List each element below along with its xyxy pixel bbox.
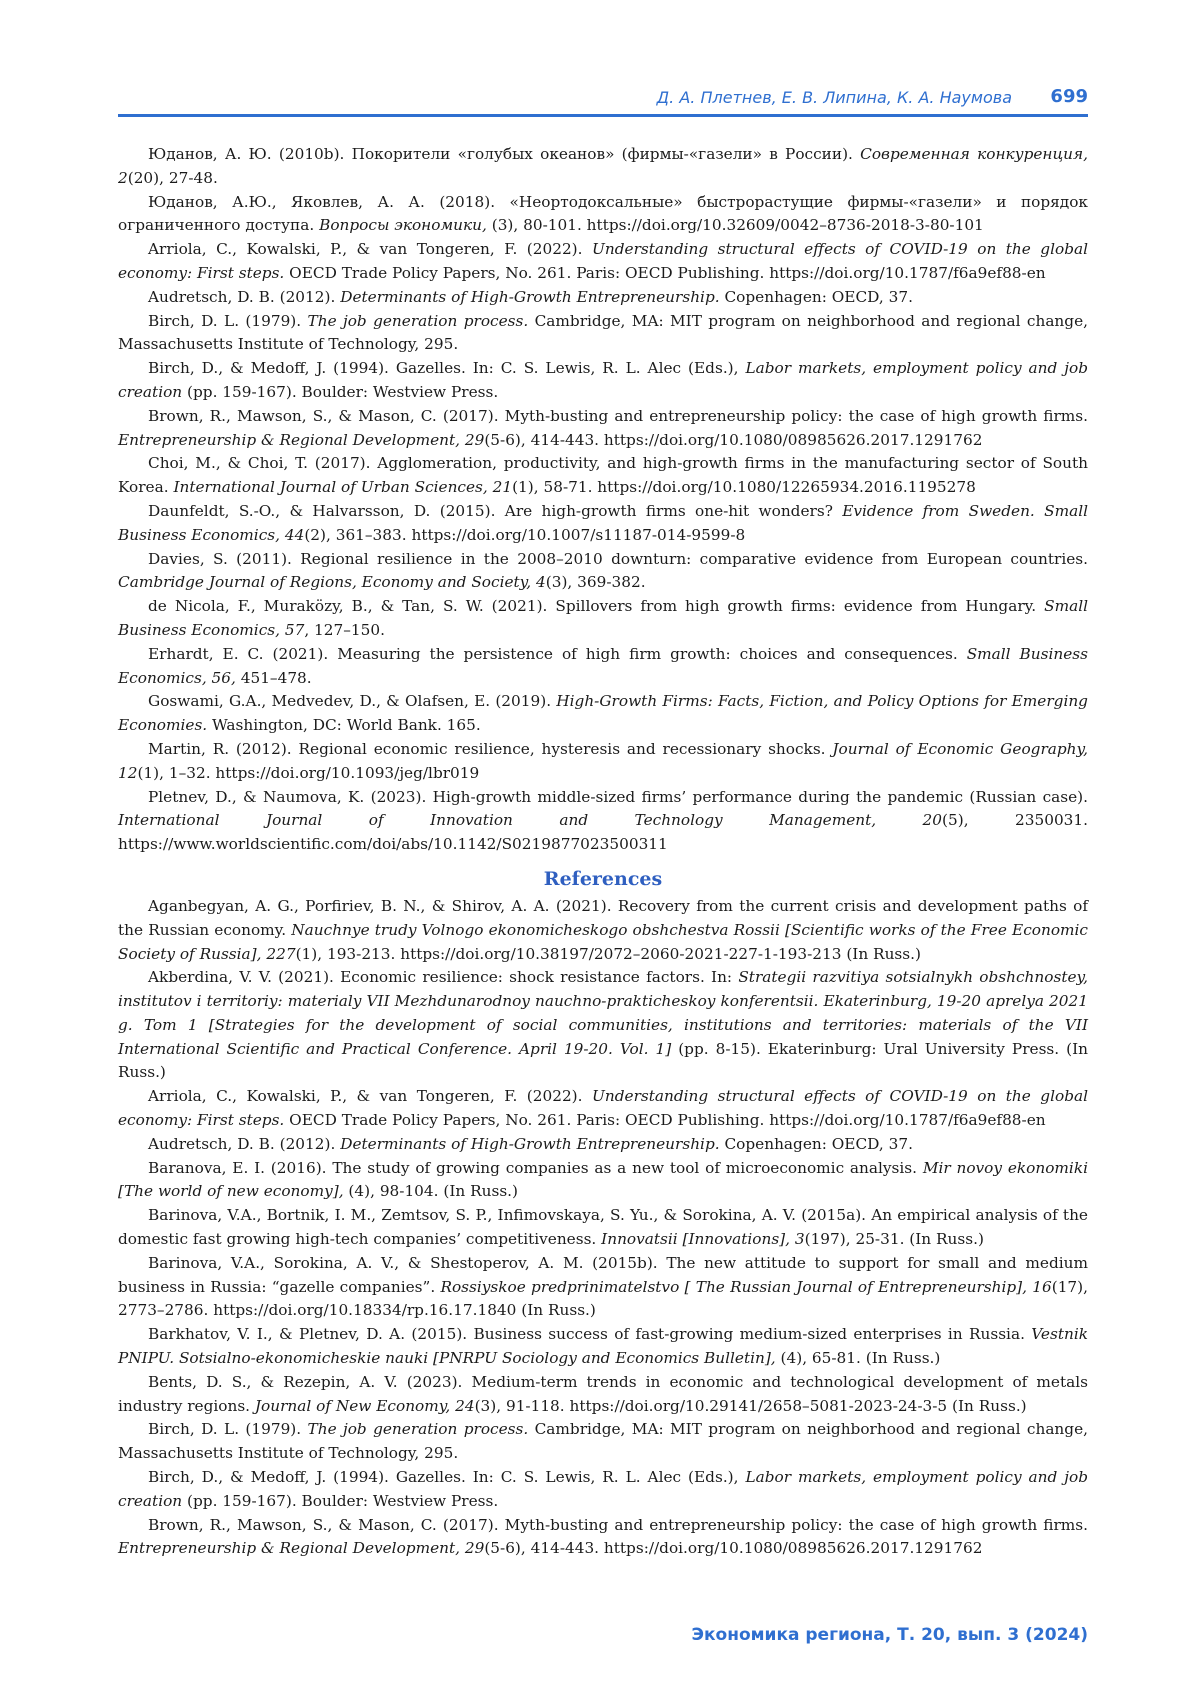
reference-text: (pp. 8-15). Ekaterinburg: Ural University Press. (In Russ.) <box>118 1039 1088 1082</box>
reference-entry <box>118 1133 1088 1157</box>
reference-source-title: Small Business Economics, 57 <box>118 597 1088 639</box>
reference-text: Audretsch, D. B. (2012). <box>148 287 341 306</box>
reference-entry <box>118 1514 1088 1562</box>
reference-text: Arriola, C., Kowalski, P., & van Tongeren, F. (2022). <box>148 240 592 259</box>
reference-entry <box>118 1204 1088 1252</box>
reference-source-title: International Journal of Innovation and Technology Management, 20 <box>118 811 943 830</box>
reference-text: (4), 98-104. (In Russ.) <box>343 1182 518 1201</box>
reference-entry <box>118 452 1088 500</box>
english-reference-list <box>118 895 1088 1561</box>
reference-text: (1), 58-71. https://doi.org/10.1080/12265934.2016.1195278 <box>512 478 976 497</box>
russian-reference-list <box>118 143 1088 857</box>
reference-source-title: Entrepreneurship & Regional Development, 29 <box>118 430 485 449</box>
reference-text: de Nicola, F., Muraközy, B., & Tan, S. W. (2021). Spillovers from high growth firms: evidence from Hungary. <box>148 597 1045 616</box>
reference-entry <box>118 1252 1088 1323</box>
reference-text: (20), 27-48. <box>127 168 218 187</box>
page-number: 699 <box>1050 86 1088 107</box>
reference-text: Martin, R. (2012). Regional economic resilience, hysteresis and recessionary shocks. <box>148 739 833 758</box>
reference-text: (pp. 159-167). Boulder: Westview Press. <box>182 382 499 401</box>
references-heading: References <box>543 867 663 890</box>
reference-entry <box>118 1323 1088 1371</box>
reference-source-title: International Journal of Urban Sciences, 21 <box>173 478 513 497</box>
reference-text: Birch, D. L. (1979). <box>148 311 308 330</box>
reference-text: Bents, D. S., & Rezepin, A. V. (2023). Medium-term trends in economic and technological development of metals industry regions. <box>118 1372 1088 1415</box>
reference-entry <box>118 191 1088 239</box>
reference-source-title: Mir novoy ekonomiki [The world of new economy], <box>118 1158 1088 1201</box>
reference-text: Brown, R., Mawson, S., & Mason, C. (2017). Myth-busting and entrepreneurship policy: the case of high growth firms. <box>148 406 1088 425</box>
reference-text: Copenhagen: OECD, 37. <box>719 287 913 306</box>
reference-text: Cambridge, MA: MIT program on neighborhood and regional change, Massachusetts Institute of Technology, 295. <box>118 1420 1088 1463</box>
reference-source-title: Cambridge Journal of Regions, Economy and Society, 4 <box>118 573 546 592</box>
reference-text: OECD Trade Policy Papers, No. 261. Paris: OECD Publishing. https://doi.org/10.1787/f6a9ef88-en <box>284 1111 1046 1130</box>
reference-text: (5-6), 414-443. https://doi.org/10.1080/08985626.2017.1291762 <box>484 1539 983 1558</box>
reference-text: Birch, D., & Medoff, J. (1994). Gazelles. In: C. S. Lewis, R. L. Alec (Eds.), <box>148 1468 746 1487</box>
reference-source-title: Small Business Economics, 56, <box>118 644 1088 687</box>
reference-text: (3), 369-382. <box>545 573 646 592</box>
reference-text: Barinova, V.A., Sorokina, A. V., & Shestoperov, A. M. (2015b). The new attitude to support for small and medium business in Russia: “gazelle companies”. <box>118 1253 1088 1296</box>
reference-source-title: The job generation process. <box>307 1420 529 1439</box>
reference-source-title: Journal of Economic Geography, 12 <box>118 739 1089 782</box>
header-authors: Д. А. Плетнев, Е. В. Липина, К. А. Наумова <box>656 88 1012 107</box>
reference-text: Daunfeldt, S.-O., & Halvarsson, D. (2015). Are high-growth firms one-hit wonders? <box>148 501 843 520</box>
reference-source-title: Innovatsii [Innovations], 3 <box>601 1230 805 1249</box>
reference-text: (5), 2350031. https://www.worldscientific.com/doi/abs/10.1142/S0219877023500311 <box>118 811 1088 854</box>
reference-source-title: Strategii razvitiya sotsialnykh obshchnostey, institutov i territoriy: materialy VII Mezhdunarodnoy nauchno-prakticheskoy konferentsii. Ekaterinburg, 19-20 aprelya 2021 g. Tom 1 [Strategies for the development of social communities, institutions and territories: materials of the VII International Scientific and Practical Conference. April 19-20. Vol. 1] <box>118 968 1088 1058</box>
reference-text: Goswami, G.A., Medvedev, D., & Olafsen, E. (2019). <box>148 692 557 711</box>
reference-text: (1), 1–32. https://doi.org/10.1093/jeg/lbr019 <box>137 763 480 782</box>
reference-text: Barinova, V.A., Bortnik, I. M., Zemtsov, S. P., Infimovskaya, S. Yu., & Sorokina, A. V. (2015a). An empirical analysis of the domestic fast growing high-tech companies’ competitiveness. <box>118 1206 1088 1249</box>
reference-source-title: Современная конкуренция, 2 <box>118 145 1089 187</box>
reference-source-title: High-Growth Firms: Facts, Fiction, and Policy Options for Emerging Economies. <box>118 692 1088 735</box>
reference-text: Erhardt, E. C. (2021). Measuring the persistence of high firm growth: choices and consequences. <box>148 644 967 663</box>
reference-text: (3), 91-118. https://doi.org/10.29141/2658–5081-2023-24-3-5 (In Russ.) <box>474 1396 1027 1415</box>
reference-source-title: Understanding structural effects of COVID-19 on the global economy: First steps. <box>118 1087 1088 1130</box>
reference-text: Birch, D., & Medoff, J. (1994). Gazelles. In: C. S. Lewis, R. L. Alec (Eds.), <box>148 359 746 378</box>
reference-entry <box>118 500 1088 548</box>
reference-text: Юданов, А.Ю., Яковлев, А. А. (2018). «Неортодоксальные» быстрорастущие фирмы-«газели» и порядок ограниченного доступа. <box>118 192 1088 235</box>
reference-entry <box>118 1418 1088 1466</box>
reference-entry <box>118 895 1088 966</box>
reference-text: (2), 361–383. https://doi.org/10.1007/s11187-014-9599-8 <box>304 525 746 544</box>
reference-entry <box>118 310 1088 358</box>
reference-text: Audretsch, D. B. (2012). <box>148 1134 341 1153</box>
reference-text: Birch, D. L. (1979). <box>148 1420 308 1439</box>
reference-entry <box>118 966 1088 1085</box>
reference-entry <box>118 143 1088 191</box>
reference-text: (17), 2773–2786. https://doi.org/10.18334/rp.16.17.1840 (In Russ.) <box>118 1277 1088 1320</box>
reference-text: Copenhagen: OECD, 37. <box>719 1134 913 1153</box>
reference-entry <box>118 286 1088 310</box>
reference-text: Arriola, C., Kowalski, P., & van Tongeren, F. (2022). <box>148 1087 592 1106</box>
reference-source-title: Determinants of High-Growth Entrepreneurship. <box>340 287 720 306</box>
reference-text: Davies, S. (2011). Regional resilience in the 2008–2010 downturn: comparative evidence from European countries. <box>148 549 1088 568</box>
reference-source-title: Vestnik PNIPU. Sotsialno-ekonomicheskie nauki [PNRPU Sociology and Economics Bulletin], <box>118 1325 1088 1368</box>
reference-source-title: Determinants of High-Growth Entrepreneurship. <box>340 1134 720 1153</box>
reference-source-title: Nauchnye trudy Volnogo ekonomicheskogo obshchestva Rossii [Scientific works of the Free Economic Society of Russia], 227 <box>118 920 1088 963</box>
running-header <box>118 86 1088 117</box>
reference-entry <box>118 548 1088 596</box>
reference-entry <box>118 238 1088 286</box>
reference-source-title: Rossiyskoe predprinimatelstvo [ The Russian Journal of Entrepreneurship], 16 <box>440 1277 1052 1296</box>
reference-entry <box>118 738 1088 786</box>
reference-entry <box>118 595 1088 643</box>
reference-text: Baranova, E. I. (2016). The study of growing companies as a new tool of microeconomic analysis. <box>148 1158 923 1177</box>
reference-text: (1), 193-213. https://doi.org/10.38197/2072–2060-2021-227-1-193-213 (In Russ.) <box>295 944 921 963</box>
reference-text: OECD Trade Policy Papers, No. 261. Paris: OECD Publishing. https://doi.org/10.1787/f6a9ef88-en <box>284 263 1046 282</box>
reference-text: (4), 65-81. (In Russ.) <box>775 1349 941 1368</box>
journal-footer: Экономика региона, Т. 20, вып. 3 (2024) <box>691 1625 1088 1645</box>
reference-entry <box>118 1466 1088 1514</box>
reference-text: (3), 80-101. https://doi.org/10.32609/0042–8736-2018-3-80-101 <box>486 216 984 235</box>
reference-entry <box>118 643 1088 691</box>
reference-text: Akberdina, V. V. (2021). Economic resilience: shock resistance factors. In: <box>148 968 739 987</box>
reference-source-title: Вопросы экономики, <box>319 216 487 235</box>
reference-source-title: Labor markets, employment policy and job creation <box>118 1468 1088 1510</box>
reference-text: Brown, R., Mawson, S., & Mason, C. (2017). Myth-busting and entrepreneurship policy: the case of high growth firms. <box>148 1515 1088 1534</box>
reference-text: , 127–150. <box>304 620 385 639</box>
reference-text: Aganbegyan, A. G., Porfiriev, B. N., & Shirov, A. A. (2021). Recovery from the current crisis and development paths of the Russian economy. <box>118 896 1088 939</box>
reference-entry <box>118 1085 1088 1133</box>
reference-text: Barkhatov, V. I., & Pletnev, D. A. (2015). Business success of fast-growing medium-sized enterprises in Russia. <box>148 1325 1032 1344</box>
reference-entry <box>118 1157 1088 1205</box>
reference-text: Choi, M., & Choi, T. (2017). Agglomeration, productivity, and high-growth firms in the manufacturing sector of South Korea. <box>118 454 1088 497</box>
reference-text: 451–478. <box>235 668 312 687</box>
reference-source-title: Entrepreneurship & Regional Development, 29 <box>118 1539 485 1558</box>
reference-text: (5-6), 414-443. https://doi.org/10.1080/08985626.2017.1291762 <box>484 430 983 449</box>
reference-list <box>118 143 1088 1561</box>
reference-source-title: Evidence from Sweden. Small Business Economics, 44 <box>118 501 1089 544</box>
reference-entry <box>118 357 1088 405</box>
reference-entry <box>118 1371 1088 1419</box>
reference-entry <box>118 405 1088 453</box>
reference-entry <box>118 786 1088 857</box>
reference-text: Washington, DC: World Bank. 165. <box>207 716 481 735</box>
reference-source-title: Understanding structural effects of COVID-19 on the global economy: First steps. <box>118 240 1088 282</box>
reference-text: Cambridge, MA: MIT program on neighborhood and regional change, Massachusetts Institute of Technology, 295. <box>118 311 1088 354</box>
reference-entry <box>118 690 1088 738</box>
reference-text: (197), 25-31. (In Russ.) <box>804 1230 984 1249</box>
reference-text: Pletnev, D., & Naumova, K. (2023). High-growth middle-sized firms’ performance during the pandemic (Russian case). <box>148 787 1088 806</box>
reference-source-title: Journal of New Economy, 24 <box>254 1396 475 1415</box>
reference-text: (pp. 159-167). Boulder: Westview Press. <box>182 1491 499 1510</box>
reference-source-title: Labor markets, employment policy and job creation <box>118 359 1088 401</box>
reference-source-title: The job generation process. <box>307 311 529 330</box>
reference-text: Юданов, А. Ю. (2010b). Покорители «голубых океанов» (фирмы-«газели» в России). <box>148 145 861 163</box>
